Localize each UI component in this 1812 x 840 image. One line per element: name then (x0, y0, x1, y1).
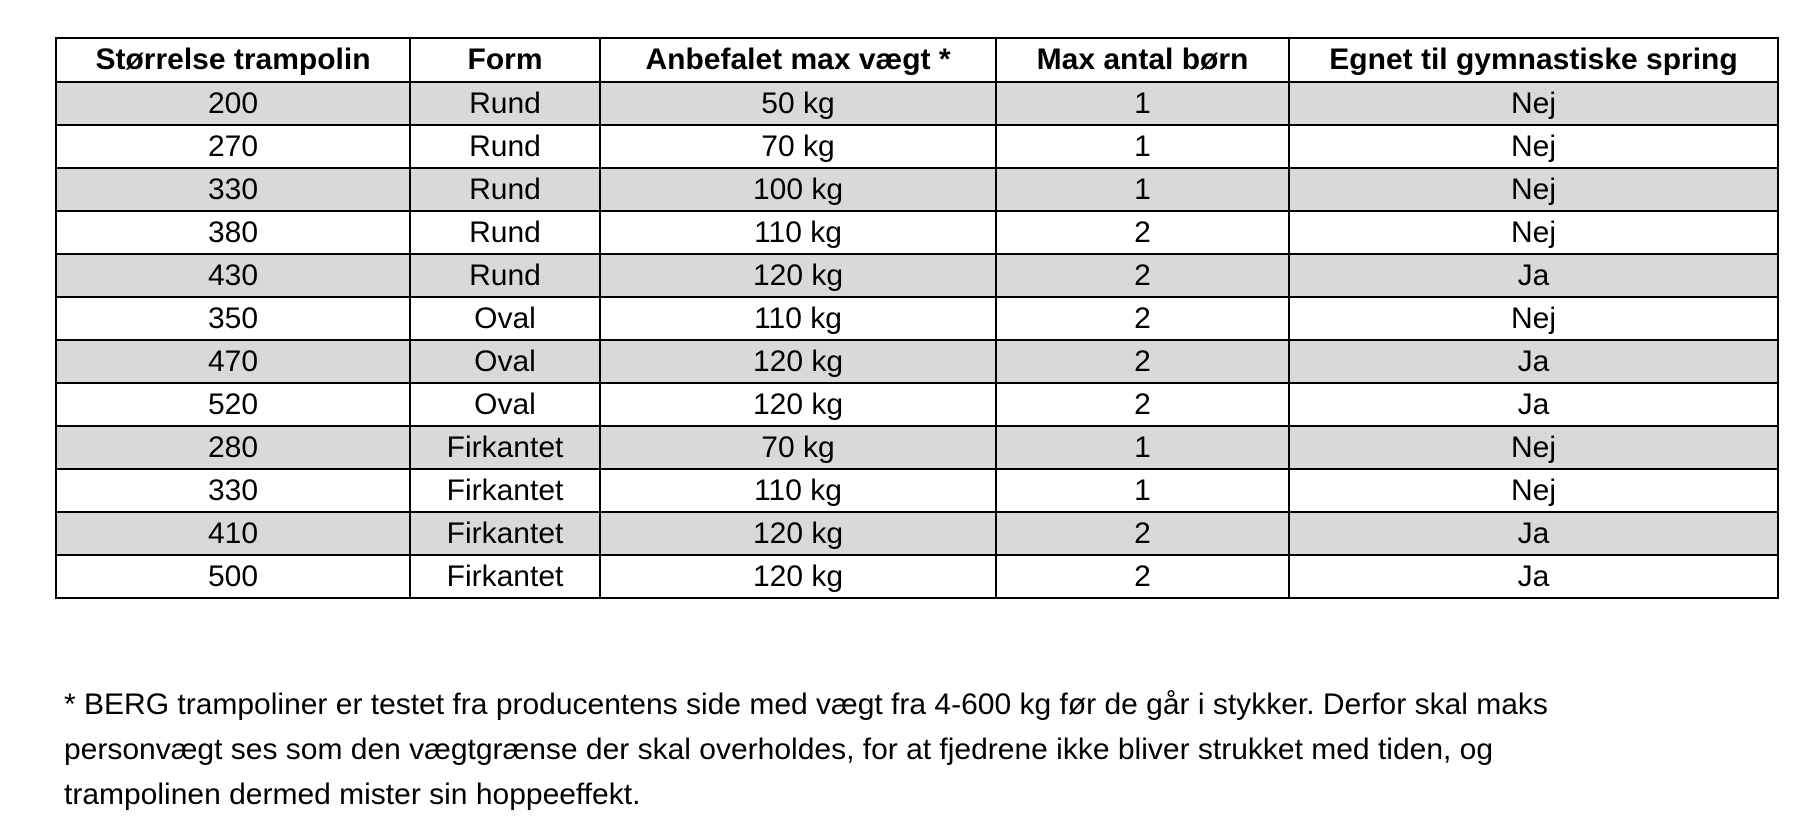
cell-size: 470 (56, 340, 410, 383)
cell-shape: Rund (410, 125, 600, 168)
cell-gymnastics: Nej (1289, 469, 1778, 512)
cell-gymnastics: Nej (1289, 426, 1778, 469)
footnote-line: * BERG trampoliner er testet fra producentens side med vægt fra 4-600 kg før de går i stykker. Derfor skal maks (64, 688, 1548, 721)
cell-gymnastics: Nej (1289, 168, 1778, 211)
cell-max-weight: 120 kg (600, 555, 996, 598)
cell-max-children: 2 (996, 254, 1289, 297)
cell-size: 280 (56, 426, 410, 469)
cell-max-weight: 50 kg (600, 82, 996, 125)
cell-gymnastics: Ja (1289, 383, 1778, 426)
cell-shape: Rund (410, 211, 600, 254)
cell-shape: Oval (410, 297, 600, 340)
footnote-line: trampolinen dermed mister sin hoppeeffekt. (64, 778, 641, 811)
cell-max-weight: 120 kg (600, 512, 996, 555)
table-row (56, 211, 1778, 254)
cell-max-children: 2 (996, 555, 1289, 598)
cell-max-weight: 120 kg (600, 383, 996, 426)
table-row (56, 469, 1778, 512)
table-row (56, 168, 1778, 211)
cell-size: 430 (56, 254, 410, 297)
cell-gymnastics: Nej (1289, 125, 1778, 168)
trampoline-spec-table-container (55, 37, 1777, 599)
cell-max-children: 2 (996, 297, 1289, 340)
trampoline-spec-table (55, 37, 1779, 599)
cell-size: 500 (56, 555, 410, 598)
cell-max-weight: 110 kg (600, 469, 996, 512)
header-size: Størrelse trampolin (56, 38, 410, 82)
footnote (64, 682, 1764, 817)
cell-max-weight: 120 kg (600, 254, 996, 297)
table-row (56, 426, 1778, 469)
table-row (56, 555, 1778, 598)
cell-shape: Firkantet (410, 426, 600, 469)
cell-gymnastics: Ja (1289, 340, 1778, 383)
cell-gymnastics: Nej (1289, 82, 1778, 125)
table-row (56, 82, 1778, 125)
cell-max-children: 1 (996, 82, 1289, 125)
header-max-weight: Anbefalet max vægt * (600, 38, 996, 82)
cell-max-children: 1 (996, 426, 1289, 469)
cell-shape: Rund (410, 168, 600, 211)
cell-max-weight: 110 kg (600, 297, 996, 340)
cell-shape: Firkantet (410, 469, 600, 512)
cell-gymnastics: Ja (1289, 254, 1778, 297)
cell-shape: Rund (410, 82, 600, 125)
table-header-row (56, 38, 1778, 82)
cell-max-weight: 110 kg (600, 211, 996, 254)
cell-gymnastics: Ja (1289, 555, 1778, 598)
cell-size: 200 (56, 82, 410, 125)
header-gymnastics-suitable: Egnet til gymnastiske spring (1289, 38, 1778, 82)
cell-size: 520 (56, 383, 410, 426)
cell-gymnastics: Nej (1289, 211, 1778, 254)
header-max-children: Max antal børn (996, 38, 1289, 82)
cell-max-weight: 70 kg (600, 125, 996, 168)
cell-size: 270 (56, 125, 410, 168)
cell-size: 330 (56, 469, 410, 512)
cell-size: 350 (56, 297, 410, 340)
table-row (56, 340, 1778, 383)
table-row (56, 297, 1778, 340)
cell-max-children: 1 (996, 125, 1289, 168)
cell-shape: Oval (410, 340, 600, 383)
table-row (56, 512, 1778, 555)
cell-max-children: 2 (996, 512, 1289, 555)
cell-shape: Rund (410, 254, 600, 297)
cell-max-weight: 120 kg (600, 340, 996, 383)
cell-gymnastics: Nej (1289, 297, 1778, 340)
table-row (56, 125, 1778, 168)
table-row (56, 254, 1778, 297)
cell-shape: Firkantet (410, 512, 600, 555)
cell-max-weight: 100 kg (600, 168, 996, 211)
footnote-line: personvægt ses som den vægtgrænse der skal overholdes, for at fjedrene ikke bliver strukket med tiden, og (64, 733, 1494, 766)
cell-max-weight: 70 kg (600, 426, 996, 469)
cell-gymnastics: Ja (1289, 512, 1778, 555)
cell-max-children: 1 (996, 168, 1289, 211)
cell-size: 410 (56, 512, 410, 555)
cell-shape: Firkantet (410, 555, 600, 598)
cell-max-children: 1 (996, 469, 1289, 512)
cell-max-children: 2 (996, 211, 1289, 254)
cell-max-children: 2 (996, 340, 1289, 383)
cell-max-children: 2 (996, 383, 1289, 426)
cell-size: 330 (56, 168, 410, 211)
header-shape: Form (410, 38, 600, 82)
table-row (56, 383, 1778, 426)
cell-size: 380 (56, 211, 410, 254)
cell-shape: Oval (410, 383, 600, 426)
